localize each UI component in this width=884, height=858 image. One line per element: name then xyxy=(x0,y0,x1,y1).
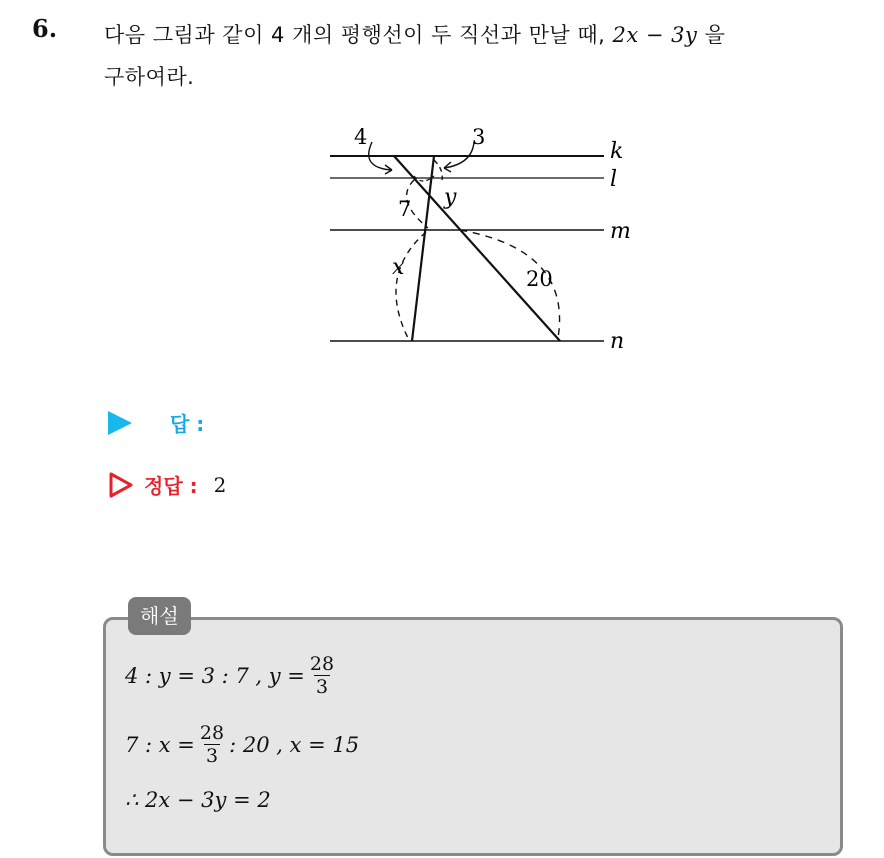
solution-line-1-text: 4 : y = 3 : 7 , y = xyxy=(125,663,305,688)
triangle-outline-icon xyxy=(108,472,134,498)
correct-answer-value: 2 xyxy=(213,472,227,497)
figure-svg xyxy=(322,120,662,360)
answer-label: 답 : xyxy=(170,412,205,436)
solution-line-3 xyxy=(125,788,271,812)
parallel-lines-figure xyxy=(322,120,662,364)
solution-line-2-text-a: 7 : x = xyxy=(125,732,195,757)
label-3: 3 xyxy=(472,125,486,149)
fraction-denominator: 3 xyxy=(205,745,219,767)
fraction-28-3 xyxy=(308,653,336,698)
label-m: m xyxy=(610,219,631,244)
label-y: y xyxy=(444,185,457,210)
correct-answer-label: 정답 : xyxy=(144,474,198,498)
question-line-1 xyxy=(104,14,864,56)
question-text xyxy=(104,14,864,98)
label-x: x xyxy=(392,255,405,280)
play-icon xyxy=(108,411,132,435)
label-20: 20 xyxy=(526,267,553,291)
question-number: 6. xyxy=(32,14,58,43)
solution-line-1 xyxy=(125,653,339,698)
label-n: n xyxy=(610,329,625,354)
label-4: 4 xyxy=(354,125,368,149)
transversal-left xyxy=(412,156,434,341)
solution-conclusion: ∴ 2x − 3y = 2 xyxy=(125,788,271,812)
label-l: l xyxy=(610,167,618,192)
fraction-denominator: 3 xyxy=(315,676,329,698)
fraction-28-3-b xyxy=(198,722,226,767)
answer-row xyxy=(108,408,204,437)
fraction-numerator: 28 xyxy=(309,653,335,675)
transversal-right xyxy=(394,156,560,341)
solution-line-2 xyxy=(125,722,359,767)
arc-y xyxy=(434,160,442,180)
question-expression: 2x − 3y xyxy=(612,23,698,47)
correct-answer-row xyxy=(108,470,226,499)
label-k: k xyxy=(610,139,624,164)
label-7: 7 xyxy=(398,197,412,221)
question-line-2: 구하여라. xyxy=(104,65,195,89)
arc-x xyxy=(396,232,426,338)
question-line-1-tail: 을 xyxy=(704,23,726,47)
solution-line-2-text-b: : 20 , x = 15 xyxy=(229,732,360,757)
solution-tag: 해설 xyxy=(128,597,191,635)
question-line-1-text: 다음 그림과 같이 4 개의 평행선이 두 직선과 만날 때, xyxy=(104,23,606,47)
fraction-numerator: 28 xyxy=(199,722,225,744)
